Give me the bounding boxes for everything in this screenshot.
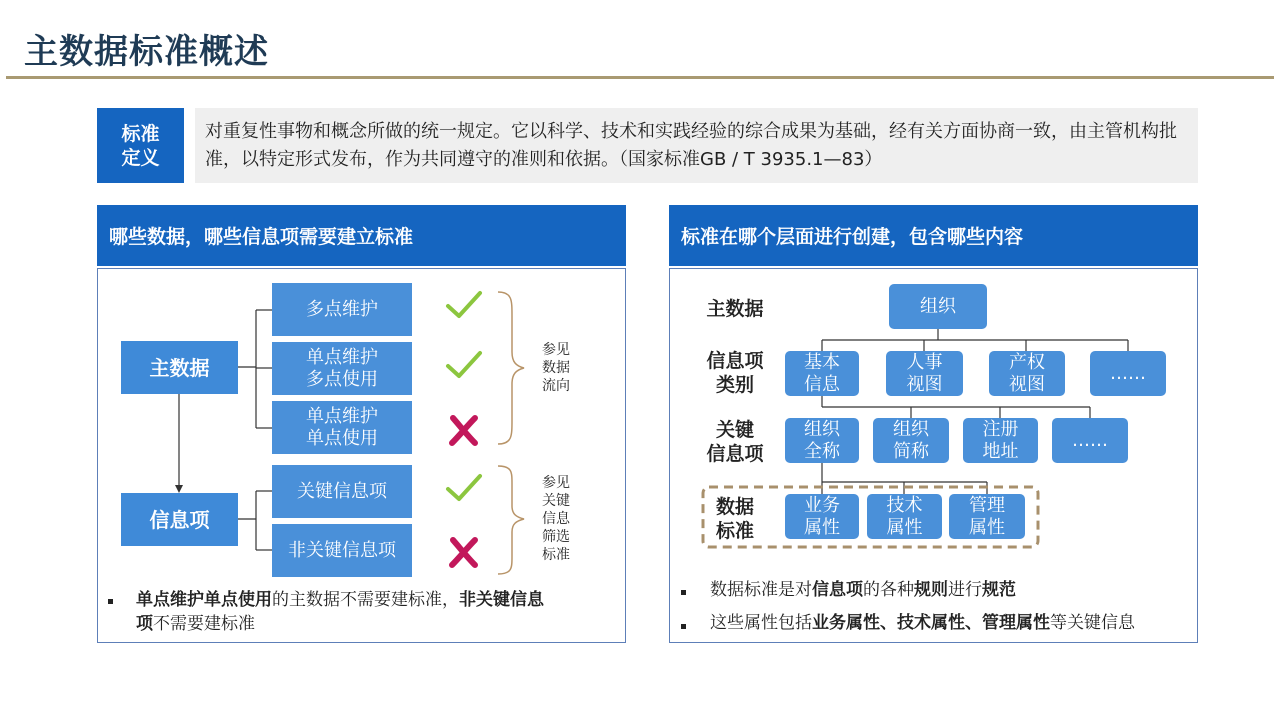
row-label-data-standard	[695, 495, 775, 543]
note1-line2: 数据	[542, 360, 570, 376]
cat1-line1: 基本	[804, 351, 840, 373]
right-panel-header: 标准在哪个层面进行创建，包含哪些内容	[669, 205, 1198, 266]
row-label-info-category	[695, 349, 775, 397]
rb1-b3: 规范	[982, 580, 1016, 600]
left-bullet-text2: 不需要建标准	[153, 614, 255, 634]
note2-line2: 关键	[542, 493, 570, 509]
opt3-line2: 单点使用	[306, 427, 378, 449]
bullet-marker	[681, 590, 686, 595]
option-key-info-item: 关键信息项	[272, 465, 412, 518]
cat3-line2: 视图	[1009, 373, 1045, 395]
cat3-line1: 产权	[1009, 351, 1045, 373]
rb1-t2: 的各种	[863, 580, 914, 600]
note1-line3: 流向	[542, 378, 570, 394]
definition-tag-line1: 标准	[121, 122, 160, 145]
key2-line2: 简称	[893, 440, 929, 462]
key-org-short-name	[873, 418, 949, 463]
std-business-attr	[785, 494, 859, 539]
rb2-t2: 等关键信息	[1050, 613, 1135, 633]
row-label-key-info	[695, 418, 775, 466]
left-bullet-bold3: 项	[136, 614, 153, 634]
definition-text: 对重复性事物和概念所做的统一规定。它以科学、技术和实践经验的综合成果为基础，经有关方面协商一致，由主管机构批准，以特定形式发布，作为共同遵守的准则和依据。（国家标准GB / T 3935.1—83）	[195, 108, 1198, 183]
key-registered-address	[963, 418, 1038, 463]
std2-line2: 属性	[886, 516, 923, 538]
note2-line5: 标准	[542, 547, 570, 563]
category-more: ……	[1090, 351, 1166, 396]
std2-line1: 技术	[886, 494, 923, 516]
cat2-line2: 视图	[906, 373, 943, 395]
rb1-t3: 进行	[948, 580, 982, 600]
right-bullet-1	[710, 578, 1190, 602]
option-non-key-info-item: 非关键信息项	[272, 524, 412, 577]
category-basic-info	[785, 351, 859, 396]
cat2-line1: 人事	[906, 351, 943, 373]
note2-line3: 信息	[542, 511, 570, 527]
left-bullet-bold1: 单点维护单点使用	[136, 590, 272, 610]
row4-line1: 数据	[715, 496, 754, 518]
opt2-line2: 多点使用	[306, 368, 378, 390]
option-multi-maintain: 多点维护	[272, 283, 412, 336]
key2-line1: 组织	[893, 418, 929, 440]
std3-line2: 属性	[969, 516, 1005, 538]
rb1-b2: 规则	[914, 580, 948, 600]
key3-line2: 地址	[982, 440, 1019, 462]
note2-line1: 参见	[542, 475, 570, 491]
std3-line1: 管理	[969, 494, 1005, 516]
page-title: 主数据标准概述	[24, 32, 269, 72]
std1-line2: 属性	[804, 516, 840, 538]
definition-tag-line2: 定义	[121, 146, 160, 169]
row2-line2: 类别	[715, 374, 754, 396]
root-node-org: 组织	[889, 284, 987, 329]
category-property-view	[989, 351, 1065, 396]
std-technical-attr	[867, 494, 942, 539]
rb2-t1: 这些属性包括	[710, 613, 812, 633]
opt3-line1: 单点维护	[306, 405, 378, 427]
row3-line1: 关键	[715, 419, 754, 441]
note1-line1: 参见	[542, 342, 570, 358]
rb1-t1: 数据标准是对	[710, 580, 812, 600]
master-data-node: 主数据	[121, 341, 238, 394]
category-hr-view	[886, 351, 963, 396]
key3-line1: 注册	[982, 418, 1019, 440]
opt2-line1: 单点维护	[306, 346, 378, 368]
note2-line4: 筛选	[542, 529, 570, 545]
left-bullet-bold2: 非关键信息	[459, 590, 544, 610]
left-panel-header: 哪些数据，哪些信息项需要建立标准	[97, 205, 626, 266]
std-management-attr	[949, 494, 1025, 539]
key-org-full-name	[785, 418, 859, 463]
row3-line2: 信息项	[706, 443, 764, 465]
key1-line1: 组织	[804, 418, 840, 440]
row-label-master-data: 主数据	[706, 298, 764, 320]
std1-line1: 业务	[804, 494, 840, 516]
key1-line2: 全称	[804, 440, 840, 462]
key-more: ……	[1052, 418, 1128, 463]
row2-line1: 信息项	[706, 350, 764, 372]
right-bullet-2	[710, 611, 1190, 635]
info-item-node: 信息项	[121, 493, 238, 546]
bullet-marker	[681, 624, 686, 629]
left-bullet-text1: 的主数据不需要建标准，	[272, 590, 459, 610]
row4-line2: 标准	[715, 520, 754, 542]
rb1-b1: 信息项	[812, 580, 863, 600]
cat1-line2: 信息	[804, 373, 840, 395]
rb2-b1: 业务属性、技术属性、管理属性	[812, 613, 1050, 633]
